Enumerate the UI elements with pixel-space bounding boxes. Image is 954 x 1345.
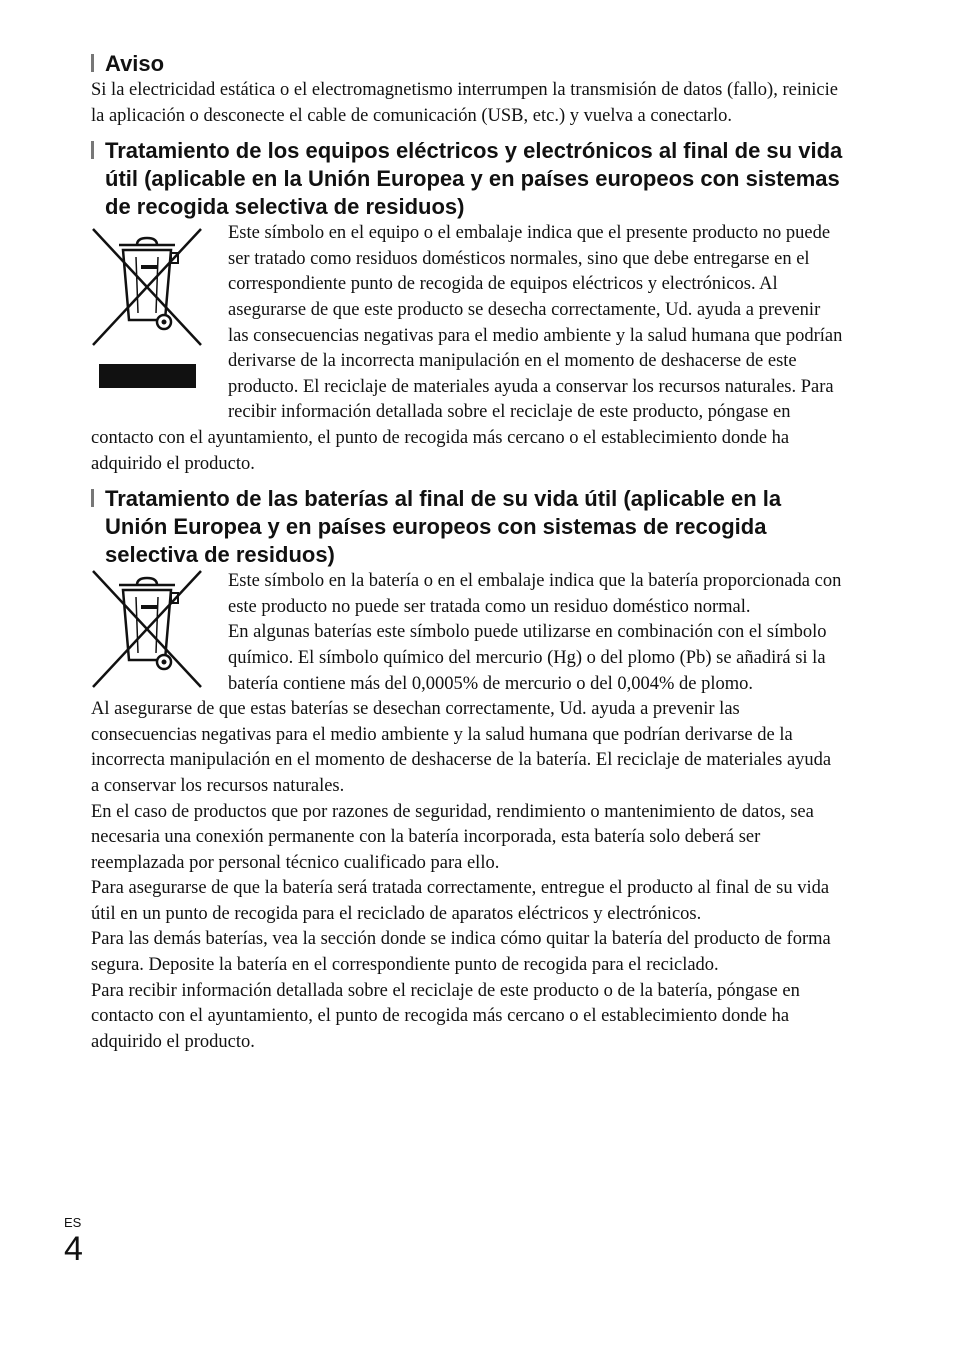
crossed-out-wheelie-bin-icon [91,225,206,350]
battery-symbol [91,569,228,697]
section-aviso [91,50,843,129]
section-heading [91,50,843,78]
paragraph: Para las demás baterías, vea la sección donde se indica cómo quitar la batería del producto de forma segura. Deposite la batería en el correspondiente punto de recogida para el reciclado. [91,929,831,976]
page-number: 4 [64,1230,83,1268]
paragraph: Para recibir información detallada sobre el reciclaje de este producto o de la batería, póngase en contacto con el ayuntamiento, el punto de recogida más cercano o el establecimiento donde ha adquirido el producto. [91,980,800,1052]
page-footer [64,1216,83,1268]
paragraph: Para asegurarse de que la batería será tratada correctamente, entregue el producto al final de su vida útil en un punto de recogida para el reciclado de aparatos eléctricos y electrónicos. [91,878,830,924]
heading-bar-marker [91,141,94,159]
crossed-out-wheelie-bin-icon [91,569,206,694]
section-heading [91,137,843,221]
language-code: ES [64,1215,82,1230]
weee-symbol [91,221,228,421]
paragraph: Este símbolo en el equipo o el embalaje indica que el presente producto no puede ser tratado como residuos domésticos normales, sino que debe entregarse en el correspondiente punto de recogida de equipos eléctricos y electrónicos. Al asegurarse de que este producto se desecha correctamente, Ud. ayuda a prevenir las consecuencias negativas para el medio ambiente y la salud humana que podrían derivarse de la incorrecta manipulación en el momento de deshacerse de este producto. El reciclaje de materiales ayuda a conservar los recursos naturales. Para recibir información detallada sobre el reciclaje de este producto, póngase en contacto con el ayuntamiento, el punto de recogida más cercano o el establecimiento donde ha adquirido el producto. [91,223,843,474]
section-weee [91,137,843,477]
heading-bar-marker [91,54,94,72]
paragraph: En algunas baterías este símbolo puede utilizarse en combinación con el símbolo químico. El símbolo químico del mercurio (Hg) o del plomo (Pb) se añadirá si la batería contiene más del 0,0005% de mercurio o del 0,004% de plomo. [228,622,827,694]
section-title: Aviso [105,51,165,76]
paragraph: Si la electricidad estática o el electromagnetismo interrumpen la transmisión de datos (fallo), reinicie la aplicación o desconecte el cable de comunicación (USB, etc.) y vuelva a conectarlo. [91,80,838,126]
manual-page [91,50,843,1055]
paragraph: En el caso de productos que por razones de seguridad, rendimiento o mantenimiento de datos, sea necesaria una conexión permanente con la batería incorporada, esta batería solo deberá ser reemplazada por personal técnico cualificado para ello. [91,801,814,873]
weee-black-bar [99,364,196,388]
section-title: Tratamiento de los equipos eléctricos y electrónicos al final de su vida útil (aplicable en la Unión Europea y en países europeos con sistemas de recogida selectiva de residuos) [105,138,843,220]
section-batteries [91,485,843,1055]
section-heading [91,485,843,569]
section-title: Tratamiento de las baterías al final de su vida útil (aplicable en la Unión Europea y en países europeos con sistemas de recogida selectiva de residuos) [105,486,782,568]
paragraph: Este símbolo en la batería o en el embalaje indica que la batería proporcionada con este producto no puede ser tratada como un residuo doméstico normal. [228,571,842,617]
heading-bar-marker [91,489,94,507]
paragraph: Al asegurarse de que estas baterías se desechan correctamente, Ud. ayuda a prevenir las consecuencias negativas para el medio ambiente y la salud humana que podrían derivarse de la incorrecta manipulación en el momento de deshacerse de la batería. El reciclaje de materiales ayuda a conservar los recursos naturales. [91,699,832,796]
